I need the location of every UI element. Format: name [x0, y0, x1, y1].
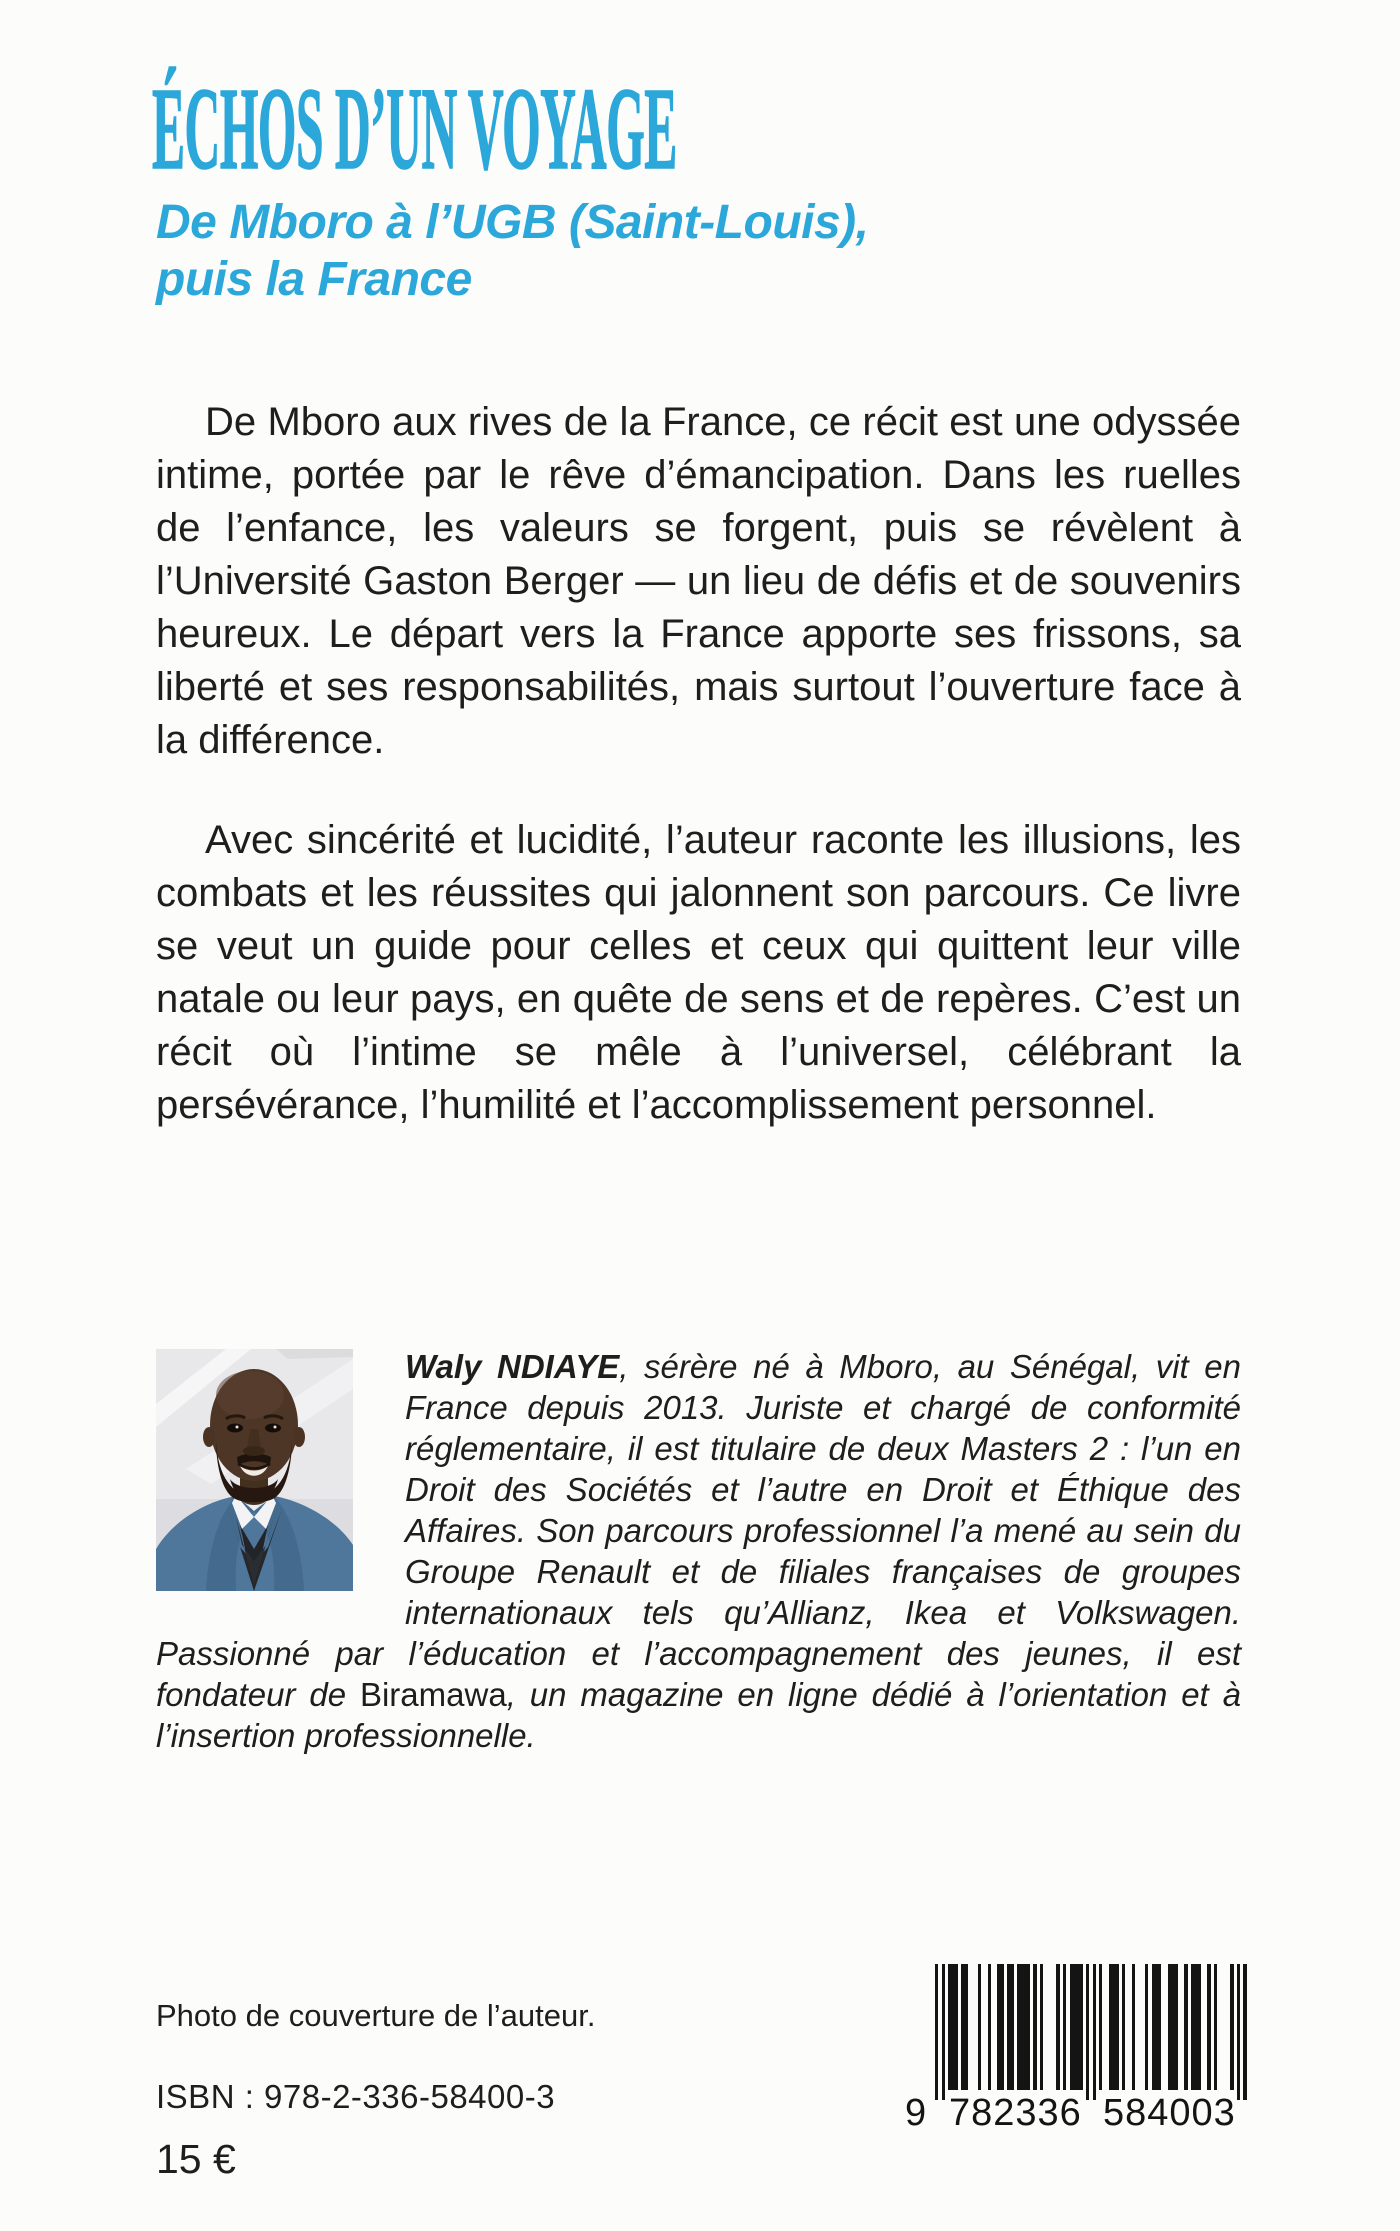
- author-bio-segment: , un magazine en ligne dédié à l’orientation et à l’insertion professionnelle.: [156, 1676, 1241, 1754]
- author-bio: [156, 1346, 1241, 1756]
- book-subtitle-line1: De Mboro à l’UGB (Saint-Louis),: [156, 196, 869, 249]
- book-subtitle-line2: puis la France: [156, 253, 472, 306]
- isbn: ISBN : 978-2-336-58400-3: [156, 2078, 556, 2115]
- photo-credit: Photo de couverture de l’auteur.: [156, 1998, 596, 2033]
- book-title-text: ÉCHOS D’UN VOYAGE: [152, 63, 677, 194]
- book-subtitle: [156, 194, 1241, 308]
- barcode-bar: [1243, 1964, 1246, 2100]
- barcode-digit-group1: 782336: [949, 2092, 1082, 2134]
- author-portrait-photo: [156, 1349, 353, 1591]
- synopsis-paragraph-2: Avec sincérité et lucidité, l’auteur raconte les illusions, les combats et les réussites qui jalonnent son parcours. Ce livre se veut un guide pour celles et ceux qui quittent leur ville natale ou leur pays, en quête de sens et de repères. C’est un récit où l’intime se mêle à l’universel, célébrant la persévérance, l’humilité et l’accomplissement personnel.: [156, 818, 1241, 1127]
- book-title: [152, 63, 1241, 194]
- barcode-digit-lead: 9: [905, 2092, 928, 2134]
- barcode-bars: [935, 1964, 1247, 2100]
- author-bio-segment: Biramawa: [359, 1676, 507, 1713]
- ean13-barcode: [905, 1964, 1250, 2134]
- barcode-digit-group2: 584003: [1103, 2092, 1236, 2134]
- barcode-digits: [905, 2092, 1250, 2134]
- author-portrait-illustration: [156, 1349, 353, 1591]
- author-bio-segment: , sérère né à Mboro, au Sénégal, vit en France depuis 2013. Juriste et chargé de conformité réglementaire, il est titulaire de deux Masters 2 : l’un en Droit des Sociétés et l’autre en Droit et Éthique des Affaires. Son parcours professionnel l’a mené au sein du Groupe Renault et de filiales françaises de groupes internationaux tels qu’Allianz, Ikea et Volkswagen. Passionné par l’éducation et l’accompagnement des jeunes, il est fondateur de: [156, 1348, 1241, 1713]
- price: 15 €: [156, 2136, 236, 2182]
- imprint-block: [156, 1998, 595, 2183]
- synopsis-paragraph-1: De Mboro aux rives de la France, ce récit est une odyssée intime, portée par le rêve d’émancipation. Dans les ruelles de l’enfance, les valeurs se forgent, puis se révèlent à l’Université Gaston Berger — un lieu de défis et de souvenirs heureux. Le départ vers la France apporte ses frissons, sa liberté et ses responsabilités, mais surtout l’ouverture face à la différence.: [156, 400, 1241, 762]
- author-bio-segment: Waly NDIAYE: [405, 1348, 620, 1385]
